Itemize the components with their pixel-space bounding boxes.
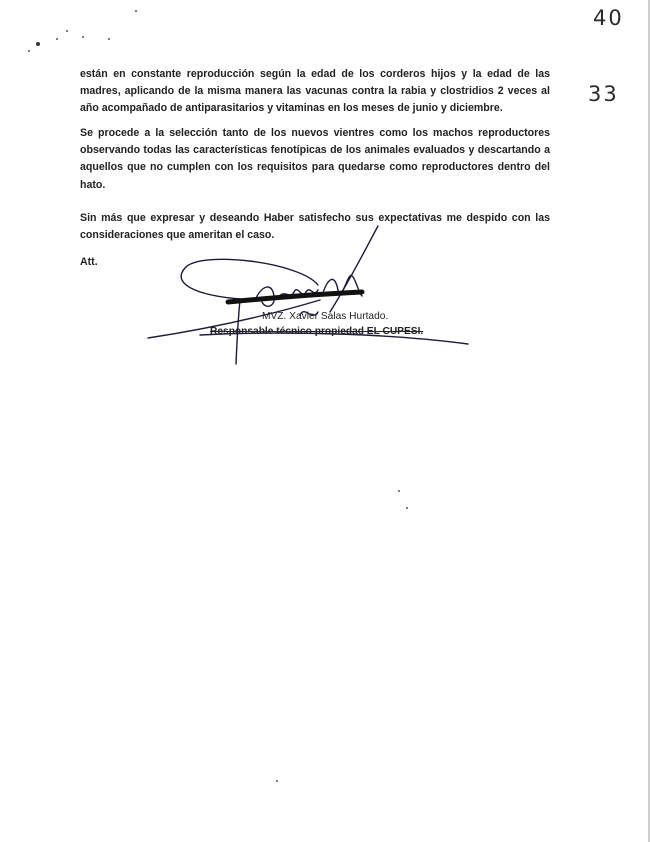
scan-speck bbox=[56, 38, 58, 40]
body-paragraph: Sin más que expresar y deseando Haber satisfecho sus expectativas me despido con las consideraciones que ameritan el caso. bbox=[80, 212, 550, 242]
signatory-title: Responsable técnico propiedad EL CUPESI. bbox=[210, 326, 424, 337]
scan-speck bbox=[135, 10, 137, 12]
scan-speck bbox=[398, 490, 400, 492]
scan-speck bbox=[66, 30, 68, 32]
closing-text: Att. bbox=[80, 256, 98, 268]
signatory-name: MVZ. Xavier Salas Hurtado. bbox=[262, 311, 389, 322]
body-paragraph: Se procede a la selección tanto de los nuevos vientres como los machos reproductores observando todas las características fenotípicas de los animales evaluados y descartando a aquellos que no cumplen con los requisitos para quedarse como reproductores dentro del hato. bbox=[80, 127, 550, 191]
handwritten-page-number: 40 bbox=[593, 6, 624, 30]
scan-speck bbox=[108, 38, 110, 40]
scan-speck bbox=[36, 42, 40, 46]
scan-speck bbox=[82, 36, 84, 38]
scan-speck bbox=[406, 507, 408, 509]
body-paragraph: están en constante reproducción según la edad de los corderos hijos y la edad de las madres, aplicando de la misma manera las vacunas contra la rabia y clostridios 2 veces al año acompañado de antiparasitarios y vitaminas en los meses de junio y diciembre. bbox=[80, 68, 550, 115]
handwritten-page-number: 33 bbox=[588, 82, 619, 106]
scan-speck bbox=[28, 50, 30, 52]
scan-speck bbox=[276, 780, 278, 782]
